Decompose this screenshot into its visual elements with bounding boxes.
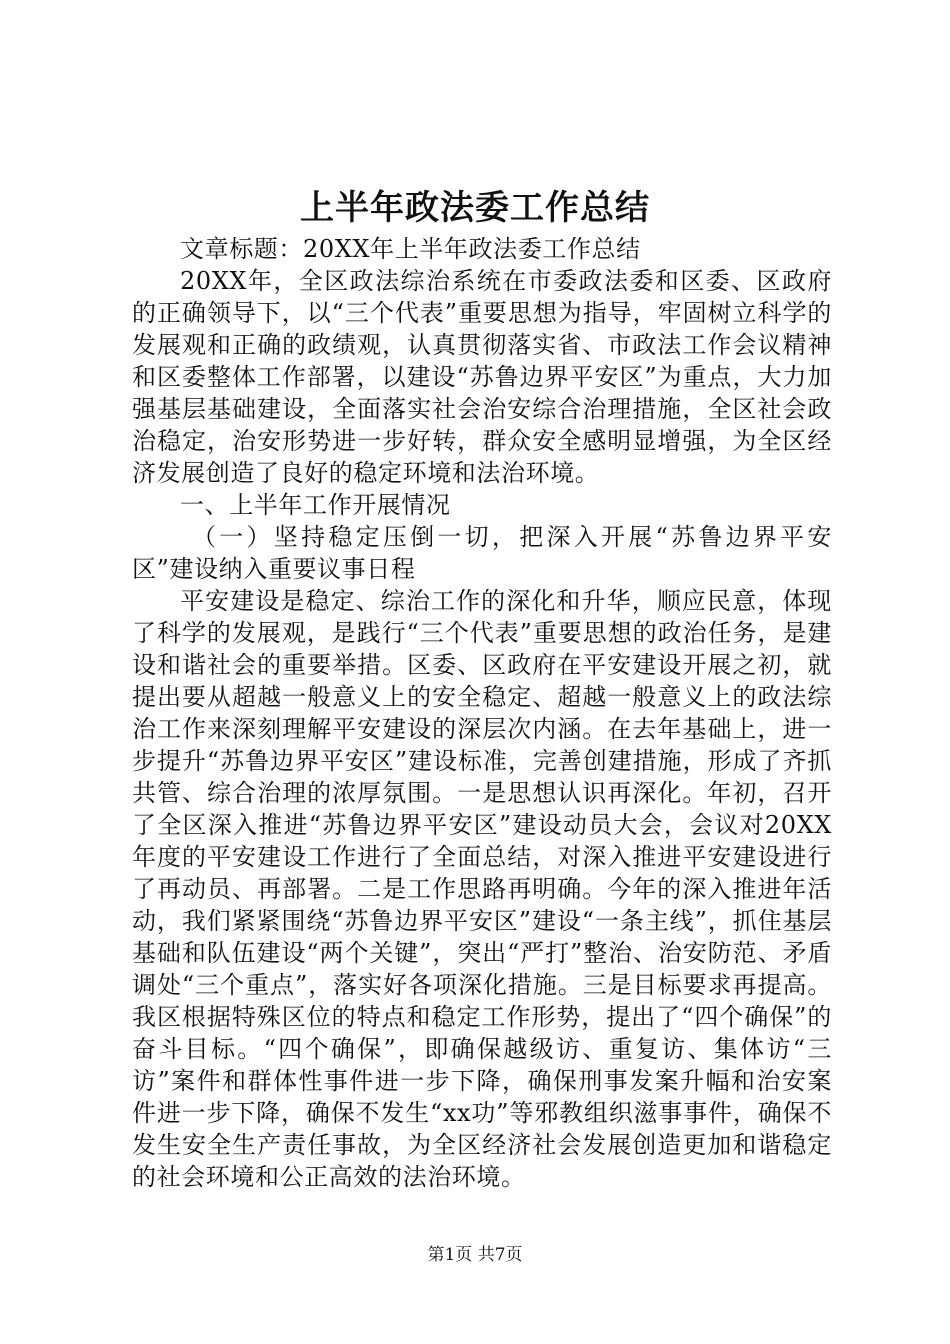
article-title-line: 文章标题：20XX年上半年政法委工作总结 (180, 235, 641, 263)
document-body (132, 233, 832, 1193)
intro-paragraph: 20XX年，全区政法综治系统在市委政法委和区委、区政府的正确领导下，以“三个代表”重要思想为指导，牢固树立科学的发展观和正确的政绩观，认真贯彻落实省、市政法工作会议精神和区委整体工作部署，以建设“苏鲁边界平安区”为重点，大力加强基层基础建设，全面落实社会治安综合治理措施，全区社会政治稳定，治安形势进一步好转，群众安全感明显增强，为全区经济发展创造了良好的稳定环境和法治环境。 (132, 267, 832, 487)
body-paragraph: 平安建设是稳定、综治工作的深化和升华，顺应民意，体现了科学的发展观，是践行“三个代表”重要思想的政治任务，是建设和谐社会的重要举措。区委、区政府在平安建设开展之初，就提出要从超越一般意义上的安全稳定、超越一般意义上的政法综治工作来深刻理解平安建设的深层次内涵。在去年基础上，进一步提升“苏鲁边界平安区”建设标准，完善创建措施，形成了齐抓共管、综合治理的浓厚氛围。一是思想认识再深化。年初，召开了全区深入推进“苏鲁边界平安区”建设动员大会，会议对20XX年度的平安建设工作进行了全面总结，对深入推进平安建设进行了再动员、再部署。二是工作思路再明确。今年的深入推进年活动，我们紧紧围绕“苏鲁边界平安区”建设“一条主线”，抓住基层基础和队伍建设“两个关键”，突出“严打”整治、治安防范、矛盾调处“三个重点”，落实好各项深化措施。三是目标要求再提高。我区根据特殊区位的特点和稳定工作形势，提出了“四个确保”的奋斗目标。“四个确保”，即确保越级访、重复访、集体访“三访”案件和群体性事件进一步下降，确保刑事发案升幅和治安案件进一步下降，确保不发生“xx功”等邪教组织滋事事件，确保不发生安全生产责任事故，为全区经济社会发展创造更加和谐稳定的社会环境和公正高效的法治环境。 (132, 587, 832, 1191)
subsection-heading: （一）坚持稳定压倒一切，把深入开展“苏鲁边界平安区”建设纳入重要议事日程 (132, 523, 832, 583)
document-title: 上半年政法委工作总结 (300, 188, 650, 228)
section-heading: 一、上半年工作开展情况 (180, 491, 451, 519)
page-number-footer: 第1页 共7页 (427, 1245, 523, 1265)
